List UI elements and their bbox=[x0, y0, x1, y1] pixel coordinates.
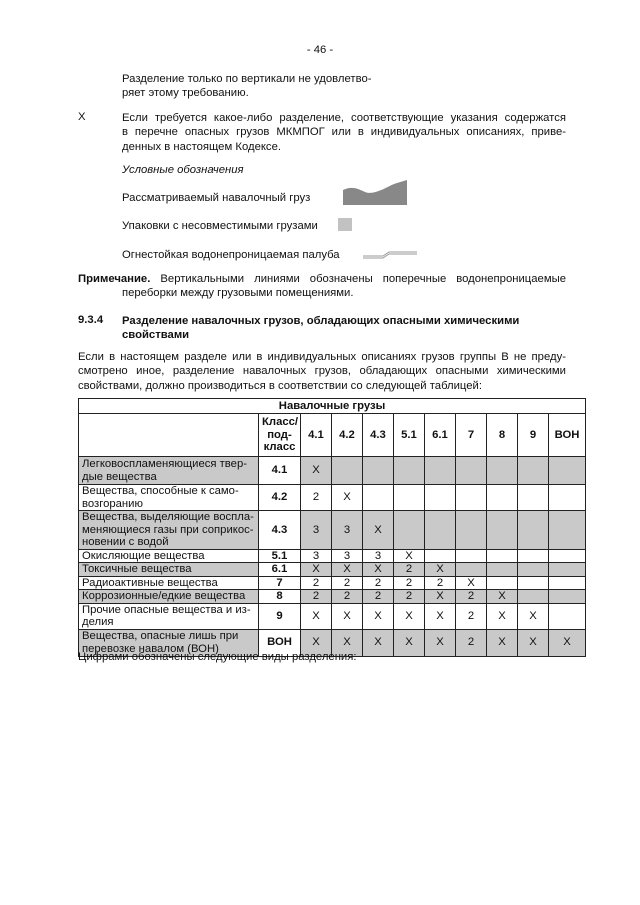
segregation-value-cell: 2 bbox=[332, 590, 363, 604]
empty-cell bbox=[456, 563, 487, 577]
empty-cell bbox=[549, 549, 586, 563]
col-header: 7 bbox=[456, 414, 487, 457]
table-row bbox=[79, 457, 586, 485]
body-text bbox=[78, 350, 566, 393]
col-header: 4.2 bbox=[332, 414, 363, 457]
segregation-value-cell: X bbox=[456, 576, 487, 590]
segregation-value-cell: 2 bbox=[301, 576, 332, 590]
deck-icon bbox=[363, 249, 417, 261]
table-header-row bbox=[79, 414, 586, 457]
empty-cell bbox=[487, 576, 518, 590]
intro-line-1: Разделение только по вертикали не удовлетво- bbox=[122, 73, 372, 85]
class-cell: 7 bbox=[259, 576, 301, 590]
segregation-value-cell: X bbox=[518, 603, 549, 629]
segregation-value-cell: 2 bbox=[394, 590, 425, 604]
segregation-value-cell: X bbox=[332, 563, 363, 577]
substance-name-line: Вещества, опасные лишь при bbox=[82, 630, 239, 642]
segregation-value-cell: 2 bbox=[456, 590, 487, 604]
substance-name-line: дые вещества bbox=[82, 470, 157, 483]
substance-name-line: Радиоактивные вещества bbox=[82, 576, 218, 589]
col-header: ВОН bbox=[549, 414, 586, 457]
segregation-value-cell: X bbox=[518, 629, 549, 656]
segregation-value-cell: X bbox=[487, 629, 518, 656]
class-header-line-1: Класс/ bbox=[262, 416, 299, 429]
segregation-value-cell: 3 bbox=[363, 549, 394, 563]
segregation-value-cell: X bbox=[549, 629, 586, 656]
empty-cell bbox=[518, 511, 549, 550]
segregation-value-cell: X bbox=[425, 603, 456, 629]
empty-cell bbox=[487, 563, 518, 577]
segregation-value-cell: X bbox=[301, 457, 332, 485]
segregation-value-cell: X bbox=[332, 485, 363, 511]
empty-cell bbox=[549, 485, 586, 511]
empty-cell bbox=[487, 549, 518, 563]
intro-line-2: ряет этому требованию. bbox=[122, 87, 249, 100]
segregation-value-cell: X bbox=[363, 511, 394, 550]
substance-name-line: Прочие опасные вещества и из- bbox=[82, 603, 251, 616]
empty-cell bbox=[425, 511, 456, 550]
legend-item-package bbox=[122, 220, 318, 232]
segregation-value-cell: 2 bbox=[425, 576, 456, 590]
x-mark: X bbox=[78, 111, 86, 123]
x-item-line-2: в перечне опасных грузов МКМПОГ или в индивидуальных описаниях, приве- bbox=[122, 126, 566, 139]
empty-cell bbox=[456, 457, 487, 485]
section-title bbox=[122, 314, 519, 343]
substance-name-line: делия bbox=[82, 616, 114, 628]
segregation-value-cell: 2 bbox=[301, 485, 332, 511]
empty-cell bbox=[425, 485, 456, 511]
empty-cell bbox=[549, 603, 586, 629]
segregation-value-cell: X bbox=[425, 629, 456, 656]
class-cell: 6.1 bbox=[259, 563, 301, 577]
table-row bbox=[79, 576, 586, 590]
segregation-table bbox=[78, 398, 586, 657]
empty-cell bbox=[518, 563, 549, 577]
empty-cell bbox=[518, 549, 549, 563]
empty-cell bbox=[487, 485, 518, 511]
substance-name-line: Вещества, выделяющие воспла- bbox=[82, 511, 254, 523]
legend-label-bulk: Рассматриваемый навалочный груз bbox=[122, 192, 311, 204]
x-item-line-3: денных в настоящем Кодексе. bbox=[122, 140, 282, 153]
empty-cell bbox=[394, 457, 425, 485]
segregation-value-cell: X bbox=[301, 603, 332, 629]
legend-title: Условные обозначения bbox=[122, 164, 244, 176]
legend-label-package: Упаковки с несовместимыми грузами bbox=[122, 220, 318, 232]
segregation-value-cell: 2 bbox=[363, 590, 394, 604]
empty-cell bbox=[456, 485, 487, 511]
empty-cell bbox=[518, 485, 549, 511]
segregation-value-cell: X bbox=[487, 603, 518, 629]
segregation-value-cell: X bbox=[394, 629, 425, 656]
intro-text bbox=[122, 72, 372, 101]
note-line-1: Вертикальными линиями обозначены поперечные водонепроницаемые bbox=[160, 273, 566, 285]
class-cell: 4.1 bbox=[259, 457, 301, 485]
substance-name-line: возгоранию bbox=[82, 497, 143, 510]
substance-name-line: новении с водой bbox=[82, 536, 169, 548]
substance-name-line: меняющиеся газы при соприкос- bbox=[82, 523, 254, 536]
segregation-value-cell: X bbox=[332, 603, 363, 629]
empty-cell bbox=[549, 511, 586, 550]
segregation-value-cell: X bbox=[425, 563, 456, 577]
class-header bbox=[259, 414, 301, 457]
page-number: - 46 - bbox=[306, 44, 334, 56]
empty-cell bbox=[394, 511, 425, 550]
note-line-2: переборки между грузовыми помещениями. bbox=[122, 287, 354, 300]
segregation-value-cell: 2 bbox=[456, 629, 487, 656]
legend-item-bulk bbox=[122, 192, 310, 204]
empty-cell bbox=[549, 590, 586, 604]
segregation-value-cell: 2 bbox=[332, 576, 363, 590]
empty-cell bbox=[487, 511, 518, 550]
note bbox=[78, 272, 566, 301]
empty-cell bbox=[456, 511, 487, 550]
substance-name-cell bbox=[79, 549, 259, 563]
empty-cell bbox=[425, 549, 456, 563]
x-item-line-1: Если требуется какое-либо разделение, соответствующие указания содержатся bbox=[122, 112, 566, 124]
body-line-1: Если в настоящем разделе или в индивидуальных описаниях грузов группы B не преду- bbox=[78, 351, 566, 363]
empty-cell bbox=[518, 576, 549, 590]
bulk-cargo-icon bbox=[343, 178, 407, 205]
segregation-value-cell: X bbox=[363, 629, 394, 656]
substance-name-cell bbox=[79, 576, 259, 590]
class-cell: 4.3 bbox=[259, 511, 301, 550]
segregation-value-cell: X bbox=[332, 629, 363, 656]
class-cell: 9 bbox=[259, 603, 301, 629]
segregation-value-cell: X bbox=[301, 629, 332, 656]
empty-cell bbox=[363, 457, 394, 485]
col-header: 5.1 bbox=[394, 414, 425, 457]
substance-name-cell bbox=[79, 485, 259, 511]
legend-label-deck: Огнестойкая водонепроницаемая палуба bbox=[122, 249, 340, 261]
segregation-value-cell: 2 bbox=[363, 576, 394, 590]
empty-cell bbox=[487, 457, 518, 485]
note-label: Примечание. bbox=[78, 273, 151, 285]
segregation-value-cell: X bbox=[301, 563, 332, 577]
segregation-value-cell: X bbox=[394, 603, 425, 629]
substance-name-cell bbox=[79, 563, 259, 577]
segregation-value-cell: 2 bbox=[456, 603, 487, 629]
empty-cell bbox=[363, 485, 394, 511]
segregation-value-cell: 3 bbox=[332, 511, 363, 550]
col-header: 4.1 bbox=[301, 414, 332, 457]
empty-cell bbox=[518, 457, 549, 485]
segregation-value-cell: X bbox=[394, 549, 425, 563]
segregation-value-cell: X bbox=[363, 603, 394, 629]
footer-text: Цифрами обозначены следующие виды разделения: bbox=[78, 651, 357, 663]
table-row bbox=[79, 511, 586, 550]
class-cell: 8 bbox=[259, 590, 301, 604]
table-row bbox=[79, 549, 586, 563]
col-header: 9 bbox=[518, 414, 549, 457]
table-caption: Навалочные грузы bbox=[79, 399, 586, 414]
header-empty-cell bbox=[79, 414, 259, 457]
empty-cell bbox=[518, 590, 549, 604]
substance-name-cell bbox=[79, 511, 259, 550]
table-row bbox=[79, 563, 586, 577]
substance-name-line: Легковоспламеняющиеся твер- bbox=[82, 458, 248, 470]
segregation-value-cell: 2 bbox=[394, 563, 425, 577]
empty-cell bbox=[456, 549, 487, 563]
substance-name-cell bbox=[79, 590, 259, 604]
class-header-line-2: под- bbox=[267, 428, 292, 441]
substance-name-line: Окисляющие вещества bbox=[82, 549, 205, 562]
empty-cell bbox=[549, 576, 586, 590]
class-cell: ВОН bbox=[259, 629, 301, 656]
empty-cell bbox=[394, 485, 425, 511]
body-line-3: свойствами, должно производиться в соответствии со следующей таблицей: bbox=[78, 379, 483, 392]
empty-cell bbox=[549, 563, 586, 577]
substance-name-line: Коррозионные/едкие вещества bbox=[82, 590, 246, 602]
substance-name-cell bbox=[79, 457, 259, 485]
col-header: 4.3 bbox=[363, 414, 394, 457]
empty-cell bbox=[332, 457, 363, 485]
segregation-value-cell: X bbox=[425, 590, 456, 604]
section-title-line-1: Разделение навалочных грузов, обладающих опасными химическими bbox=[122, 315, 520, 327]
table-row bbox=[79, 603, 586, 629]
segregation-value-cell: X bbox=[487, 590, 518, 604]
col-header: 6.1 bbox=[425, 414, 456, 457]
segregation-value-cell: 3 bbox=[332, 549, 363, 563]
segregation-value-cell: 2 bbox=[394, 576, 425, 590]
body-line-2: смотрено иное, разделение навалочных грузов, обладающих опасными химическими bbox=[78, 365, 566, 378]
class-cell: 5.1 bbox=[259, 549, 301, 563]
table-row bbox=[79, 485, 586, 511]
segregation-value-cell: 3 bbox=[301, 511, 332, 550]
substance-name-cell bbox=[79, 603, 259, 629]
table-row bbox=[79, 590, 586, 604]
segregation-value-cell: 2 bbox=[301, 590, 332, 604]
col-header: 8 bbox=[487, 414, 518, 457]
empty-cell bbox=[425, 457, 456, 485]
section-title-line-2: свойствами bbox=[122, 329, 190, 342]
class-cell: 4.2 bbox=[259, 485, 301, 511]
segregation-value-cell: X bbox=[363, 563, 394, 577]
legend-item-deck bbox=[122, 249, 340, 261]
segregation-value-cell: 3 bbox=[301, 549, 332, 563]
x-item-text bbox=[122, 111, 566, 154]
section-number: 9.3.4 bbox=[78, 314, 104, 326]
empty-cell bbox=[549, 457, 586, 485]
substance-name-line: Вещества, способные к само- bbox=[82, 485, 239, 497]
substance-name-line: Токсичные вещества bbox=[82, 563, 192, 575]
substance-name-line: перевозке навалом (ВОН) bbox=[82, 642, 219, 655]
class-header-line-3: класс bbox=[263, 441, 296, 454]
package-icon bbox=[338, 218, 352, 231]
